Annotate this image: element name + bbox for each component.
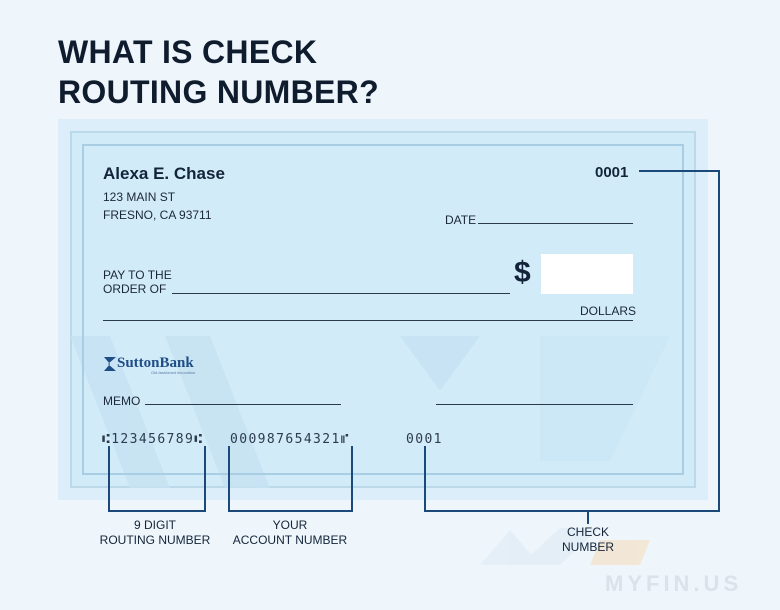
check-number-bracket-top <box>639 170 720 512</box>
routing-callout-line-1: 9 DIGIT <box>133 518 176 532</box>
amount-words-line <box>103 320 633 321</box>
memo-line <box>145 404 341 405</box>
pay-to-label-line-1: PAY TO THE <box>103 268 172 282</box>
bank-logo-icon <box>104 357 116 371</box>
bank-tagline: Old-fashioned innovation <box>151 370 196 375</box>
brand-watermark: MYFIN.US <box>605 571 743 596</box>
signature-line <box>436 404 633 405</box>
address-line-1: 123 MAIN ST <box>103 190 176 204</box>
dollars-label: DOLLARS <box>580 304 637 318</box>
account-holder-name: Alexa E. Chase <box>103 164 225 183</box>
micr-account-number: 000987654321⑈ <box>230 432 350 447</box>
check-callout-line-1: CHECK <box>566 525 609 539</box>
pay-to-label-line-2: ORDER OF <box>103 282 167 296</box>
bank-logo <box>104 357 116 376</box>
memo-label: MEMO <box>103 394 141 408</box>
routing-callout-label <box>90 518 220 548</box>
check-number-callout-label <box>548 525 628 555</box>
account-callout-line-2: ACCOUNT NUMBER <box>232 533 348 547</box>
date-label: DATE <box>445 213 477 227</box>
payee-line <box>172 293 510 294</box>
title-line-1: WHAT IS CHECK <box>58 34 318 70</box>
routing-bracket <box>108 446 206 512</box>
account-bracket <box>228 446 353 512</box>
check-number: 0001 <box>595 164 629 181</box>
routing-callout-line-2: ROUTING NUMBER <box>99 533 211 547</box>
title-line-2: ROUTING NUMBER? <box>58 74 379 110</box>
micr-check-number: 0001 <box>406 432 443 447</box>
amount-box <box>541 254 633 294</box>
bank-name: SuttonBank <box>117 355 194 371</box>
account-callout-line-1: YOUR <box>272 518 308 532</box>
micr-routing-number: ⑆123456789⑆ <box>102 432 204 447</box>
date-line <box>478 223 633 224</box>
account-callout-label <box>225 518 355 548</box>
check-number-connector <box>587 510 589 524</box>
address-line-2: FRESNO, CA 93711 <box>103 208 212 222</box>
check-callout-line-2: NUMBER <box>561 540 614 554</box>
dollar-sign: $ <box>514 256 531 289</box>
